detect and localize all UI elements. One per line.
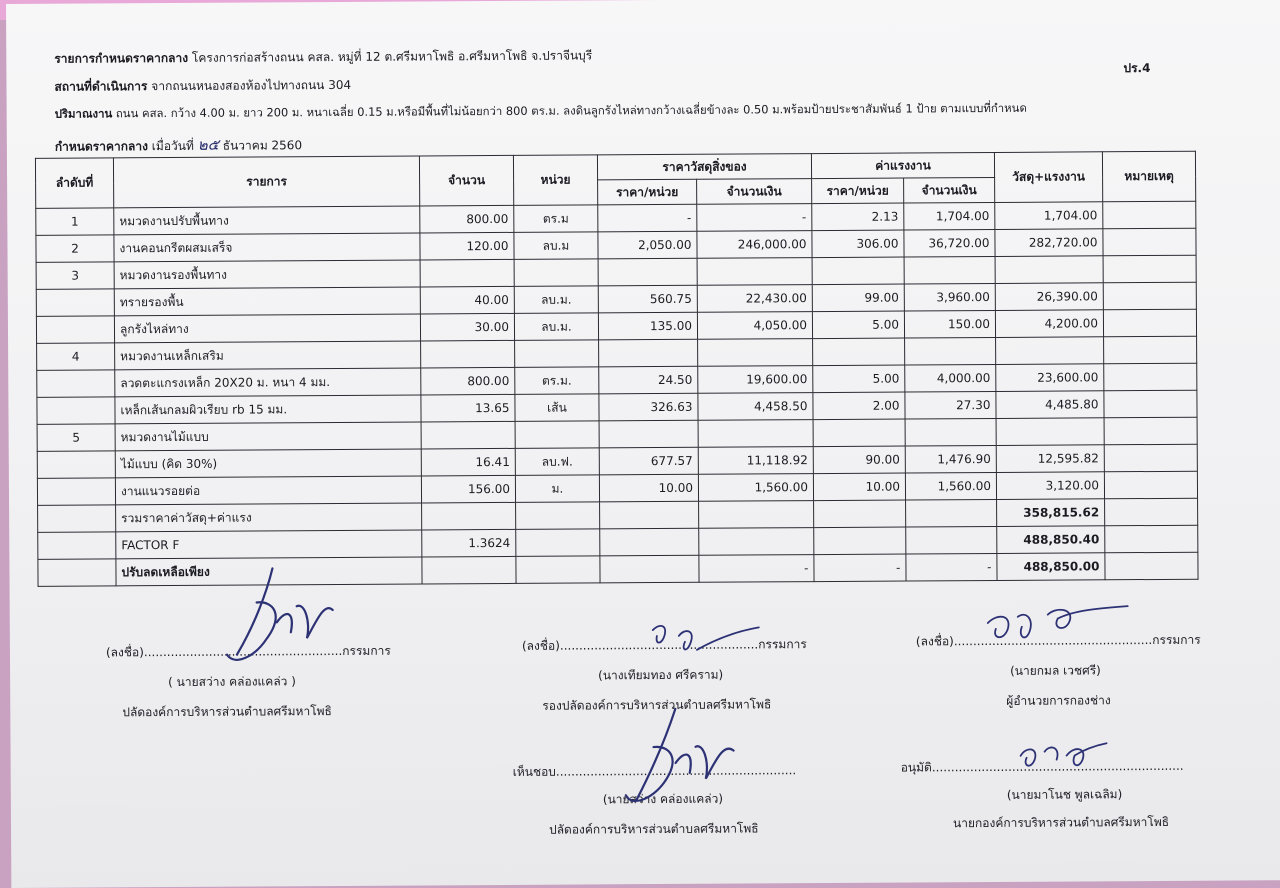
- row-total: 4,485.80: [996, 391, 1104, 419]
- sign-label: (ลงชื่อ): [105, 645, 144, 660]
- signer-4-title: ปลัดองค์การบริหารส่วนตำบลศรีมหาโพธิ: [549, 821, 759, 837]
- row-remark: [1105, 498, 1198, 526]
- row-unit: [515, 340, 599, 368]
- row-unit: [516, 556, 600, 584]
- price-table: [35, 151, 1199, 587]
- row-unit: [514, 259, 598, 287]
- row-remark: [1104, 471, 1197, 499]
- row-lab-price: 10.00: [813, 473, 905, 501]
- row-mat-amount: [698, 420, 813, 448]
- row-total: 1,704.00: [995, 202, 1103, 230]
- row-total: [996, 418, 1104, 446]
- row-remark: [1103, 228, 1196, 256]
- sign-label: (ลงชื่อ): [915, 634, 954, 649]
- row-mat-price: 24.50: [599, 366, 698, 394]
- row-unit: ตร.ม.: [515, 367, 599, 395]
- row-total: 488,850.00: [997, 553, 1105, 581]
- row-mat-amount: 22,430.00: [697, 285, 812, 313]
- row-qty: 16.41: [421, 448, 515, 476]
- row-unit: [515, 421, 599, 449]
- row-qty: 30.00: [420, 313, 514, 341]
- row-lab-amount: [906, 526, 997, 554]
- row-lab-amount: -: [906, 553, 997, 581]
- row-total: [996, 337, 1104, 365]
- row-mat-amount: [698, 339, 813, 367]
- signer-5-title: นายกองค์การบริหารส่วนตำบลศรีมหาโพธิ: [952, 814, 1170, 831]
- row-lab-price: 99.00: [812, 284, 904, 312]
- row-mat-amount: 246,000.00: [697, 231, 812, 259]
- header-line-date: [55, 132, 302, 158]
- row-remark: [1104, 417, 1197, 445]
- row-qty: 13.65: [421, 394, 515, 422]
- row-lab-price: 5.00: [813, 365, 905, 393]
- row-mat-price: 560.75: [598, 285, 697, 313]
- row-item: ลูกรังไหล่ทาง: [114, 314, 420, 343]
- row-lab-price: [813, 338, 905, 366]
- row-no: 5: [37, 424, 115, 451]
- row-remark: [1104, 390, 1197, 418]
- row-lab-price: [814, 500, 906, 528]
- row-no: 2: [36, 235, 114, 262]
- row-item: หมวดงานปรับพื้นทาง: [114, 206, 420, 235]
- row-item: FACTOR F: [116, 530, 422, 559]
- signature-line-3: (ลงชื่อ)....................................................กรรมการ: [915, 632, 1201, 649]
- row-mat-price: [599, 339, 698, 367]
- approve-label: อนุมัติ: [900, 760, 932, 775]
- row-qty: 120.00: [420, 232, 514, 260]
- row-remark: [1105, 525, 1198, 553]
- row-no: [37, 397, 115, 424]
- col-header-item: รายการ: [113, 156, 419, 208]
- row-lab-price: 90.00: [813, 446, 905, 474]
- row-total: 26,390.00: [995, 283, 1103, 311]
- row-mat-price: 135.00: [598, 312, 697, 340]
- row-no: [36, 289, 114, 316]
- row-lab-amount: 1,560.00: [905, 472, 996, 500]
- row-mat-price: 326.63: [599, 393, 698, 421]
- row-lab-amount: 36,720.00: [904, 229, 995, 257]
- row-no: 4: [37, 343, 115, 370]
- row-unit: ม.: [515, 475, 599, 503]
- row-remark: [1104, 444, 1197, 472]
- row-lab-amount: 4,000.00: [905, 364, 996, 392]
- committee-label: กรรมการ: [758, 637, 807, 652]
- table-body: [36, 201, 1198, 586]
- signer-3-title: ผู้อำนวยการกองช่าง: [1006, 693, 1111, 708]
- row-no: 3: [36, 262, 114, 289]
- row-item: หมวดงานไม้แบบ: [115, 422, 421, 451]
- row-unit: [516, 529, 600, 557]
- signer-3-name: (นายกมล เวชศรี): [1010, 663, 1101, 678]
- row-item: เหล็กเส้นกลมผิวเรียบ rb 15 มม.: [115, 395, 421, 424]
- header-line-location: [54, 76, 351, 97]
- row-mat-price: -: [598, 204, 697, 232]
- signer-4-name: (นายสว่าง คล่องแคล่ว): [602, 791, 724, 807]
- row-lab-amount: 1,704.00: [904, 202, 995, 230]
- row-mat-price: 677.57: [599, 447, 698, 475]
- signature-2-scribble: [625, 609, 765, 670]
- signature-5-scribble: [1010, 725, 1110, 776]
- signature-line-1: (ลงชื่อ)....................................................กรรมการ: [105, 643, 391, 660]
- col-header-qty: จำนวน: [419, 155, 513, 206]
- row-mat-price: [600, 501, 699, 529]
- date-suffix: ธันวาคม 2560: [222, 138, 303, 153]
- document-sheet: [6, 0, 1280, 888]
- row-lab-amount: [905, 337, 996, 365]
- row-lab-price: [812, 257, 904, 285]
- row-total: 3,120.00: [996, 472, 1104, 500]
- approve-line: อนุมัติ..................................................................: [900, 758, 1184, 775]
- row-total: 282,720.00: [995, 229, 1103, 257]
- row-remark: [1104, 336, 1197, 364]
- row-mat-amount: 1,560.00: [698, 474, 813, 502]
- agree-label: เห็นชอบ: [512, 764, 556, 779]
- row-mat-amount: [697, 258, 812, 286]
- col-header-unit: หน่วย: [513, 155, 597, 206]
- row-mat-price: [600, 555, 699, 583]
- row-item: หมวดงานเหล็กเสริม: [115, 341, 421, 370]
- col-header-no: ลำดับที่: [35, 158, 113, 208]
- form-code: ปร.4: [1123, 61, 1151, 76]
- row-lab-amount: [904, 256, 995, 284]
- row-unit: ลบ.ฟ.: [515, 448, 599, 476]
- location-text: จากถนนหนองสองห้องไปทางถนน 304: [151, 77, 352, 94]
- col-header-lab-unit-price: ราคา/หน่วย: [812, 178, 904, 204]
- row-item: ปรับลดเหลือเพียง: [116, 557, 422, 586]
- signer-1-title: ปลัดองค์การบริหารส่วนตำบลศรีมหาโพธิ: [122, 704, 332, 720]
- row-total: [995, 256, 1103, 284]
- row-item: งานคอนกรีตผสมเสร็จ: [114, 233, 420, 262]
- row-mat-price: [598, 258, 697, 286]
- signature-3-scribble: [978, 592, 1138, 653]
- row-mat-amount: 4,458.50: [698, 393, 813, 421]
- row-mat-price: 2,050.00: [598, 231, 697, 259]
- row-mat-price: [600, 528, 699, 556]
- row-remark: [1103, 255, 1196, 283]
- row-qty: [422, 502, 516, 530]
- row-mat-amount: -: [697, 204, 812, 232]
- signer-5-name: (นายมาโนช พูลเฉลิม): [1006, 787, 1123, 802]
- col-header-total: วัสดุ+แรงงาน: [994, 152, 1102, 203]
- signer-2-name: (นางเทียมทอง ศรีคราม): [598, 667, 724, 683]
- col-header-mat-amount: จำนวนเงิน: [697, 179, 812, 205]
- col-header-mat-unit-price: ราคา/หน่วย: [598, 179, 697, 205]
- signer-1-name: ( นายสว่าง คล่องแคล่ว ): [168, 674, 296, 690]
- row-item: ทรายรองพื้น: [114, 287, 420, 316]
- col-header-material-group: ราคาวัสดุสิ่งของ: [597, 154, 811, 180]
- row-lab-price: 2.13: [812, 203, 904, 231]
- date-label: กำหนดราคากลาง: [54, 139, 148, 154]
- row-qty: [421, 340, 515, 368]
- row-lab-price: [814, 527, 906, 555]
- agree-line: เห็นชอบ...............................................................: [512, 763, 797, 779]
- date-prefix: เมื่อวันที่: [151, 138, 194, 154]
- row-remark: [1103, 201, 1196, 229]
- row-lab-amount: [906, 499, 997, 527]
- row-item: ลวดตะแกรงเหล็ก 20X20 ม. หนา 4 มม.: [115, 368, 421, 397]
- row-unit: ลบ.ม.: [514, 313, 598, 341]
- row-item: หมวดงานรองพื้นทาง: [114, 260, 420, 289]
- row-remark: [1105, 552, 1198, 580]
- row-unit: [516, 502, 600, 530]
- row-total: 12,595.82: [996, 445, 1104, 473]
- row-no: 1: [36, 208, 114, 235]
- col-header-remark: หมายเหตุ: [1102, 151, 1195, 202]
- row-no: [37, 451, 115, 478]
- row-mat-price: 10.00: [599, 474, 698, 502]
- row-remark: [1103, 282, 1196, 310]
- row-mat-amount: [699, 528, 814, 556]
- committee-label: กรรมการ: [1152, 632, 1201, 648]
- signature-1-scribble: [214, 562, 345, 693]
- row-unit: เส้น: [515, 394, 599, 422]
- row-no: [37, 370, 115, 397]
- row-no: [36, 316, 114, 343]
- signature-4-scribble: [615, 704, 746, 815]
- location-label: สถานที่ดำเนินการ: [54, 79, 148, 94]
- row-lab-price: 306.00: [812, 230, 904, 258]
- row-qty: [422, 556, 516, 584]
- row-qty: 1.3624: [422, 529, 516, 557]
- row-lab-amount: 27.30: [905, 391, 996, 419]
- row-mat-amount: [699, 501, 814, 529]
- row-unit: ลบ.ม.: [514, 286, 598, 314]
- row-lab-amount: 3,960.00: [904, 283, 995, 311]
- sign-label: (ลงชื่อ): [521, 638, 560, 653]
- row-item: ไม้แบบ (คิด 30%): [115, 449, 421, 478]
- row-mat-amount: 4,050.00: [697, 312, 812, 340]
- row-total: 23,600.00: [996, 364, 1104, 392]
- row-item: งานแนวรอยต่อ: [115, 476, 421, 505]
- row-qty: [420, 259, 514, 287]
- row-no: [38, 559, 116, 586]
- project-label: รายการกำหนดราคากลาง: [54, 50, 189, 66]
- header-line-quantity: [55, 100, 1027, 124]
- committee-label: กรรมการ: [342, 643, 391, 658]
- row-total: 4,200.00: [995, 310, 1103, 338]
- row-item: รวมราคาค่าวัสดุ+ค่าแรง: [116, 503, 422, 532]
- date-day-handwritten: ๒๕: [197, 135, 219, 154]
- row-total: 358,815.62: [997, 499, 1105, 527]
- row-lab-amount: 150.00: [904, 310, 995, 338]
- quantity-text: ถนน คสล. กว้าง 4.00 ม. ยาว 200 ม. หนาเฉลี่ย 0.15 ม.หรือมีพื้นที่ไม่น้อยกว่า 800 ตร.ม. ลงดินลูกรังไหล่ทางกว้างเฉลี่ยข้างละ 0.50 ม.พร้อมป้ายประชาสัมพันธ์ 1 ป้าย ตามแบบที่กำหนด: [115, 100, 1027, 121]
- row-qty: 156.00: [421, 475, 515, 503]
- row-remark: [1104, 363, 1197, 391]
- row-qty: 800.00: [420, 205, 514, 233]
- row-mat-amount: -: [699, 555, 814, 583]
- col-header-lab-amount: จำนวนเงิน: [904, 177, 995, 203]
- row-unit: ตร.ม: [514, 205, 598, 233]
- row-no: [37, 478, 115, 505]
- signature-line-2: (ลงชื่อ)....................................................กรรมการ: [521, 637, 807, 653]
- row-lab-amount: 1,476.90: [905, 445, 996, 473]
- row-mat-amount: 19,600.00: [698, 366, 813, 394]
- row-unit: ลบ.ม: [514, 232, 598, 260]
- row-lab-price: [813, 419, 905, 447]
- header-line-project: [54, 46, 592, 68]
- row-no: [38, 532, 116, 559]
- row-qty: [421, 421, 515, 449]
- row-lab-price: -: [814, 554, 906, 582]
- project-text: โครงการก่อสร้างถนน คสล. หมู่ที่ 12 ต.ศรีมหาโพธิ อ.ศรีมหาโพธิ จ.ปราจีนบุรี: [191, 48, 593, 65]
- row-mat-amount: 11,118.92: [698, 447, 813, 475]
- row-lab-price: 2.00: [813, 392, 905, 420]
- quantity-label: ปริมาณงาน: [54, 106, 113, 121]
- table-row: [38, 552, 1198, 586]
- row-lab-price: 5.00: [812, 311, 904, 339]
- row-remark: [1103, 309, 1196, 337]
- row-total: 488,850.40: [997, 526, 1105, 554]
- row-mat-price: [599, 420, 698, 448]
- row-qty: 40.00: [420, 286, 514, 314]
- signer-2-title: รองปลัดองค์การบริหารส่วนตำบลศรีมหาโพธิ: [542, 697, 772, 713]
- col-header-labor-group: ค่าแรงงาน: [811, 152, 994, 178]
- row-no: [38, 505, 116, 532]
- row-lab-amount: [905, 418, 996, 446]
- row-qty: 800.00: [421, 367, 515, 395]
